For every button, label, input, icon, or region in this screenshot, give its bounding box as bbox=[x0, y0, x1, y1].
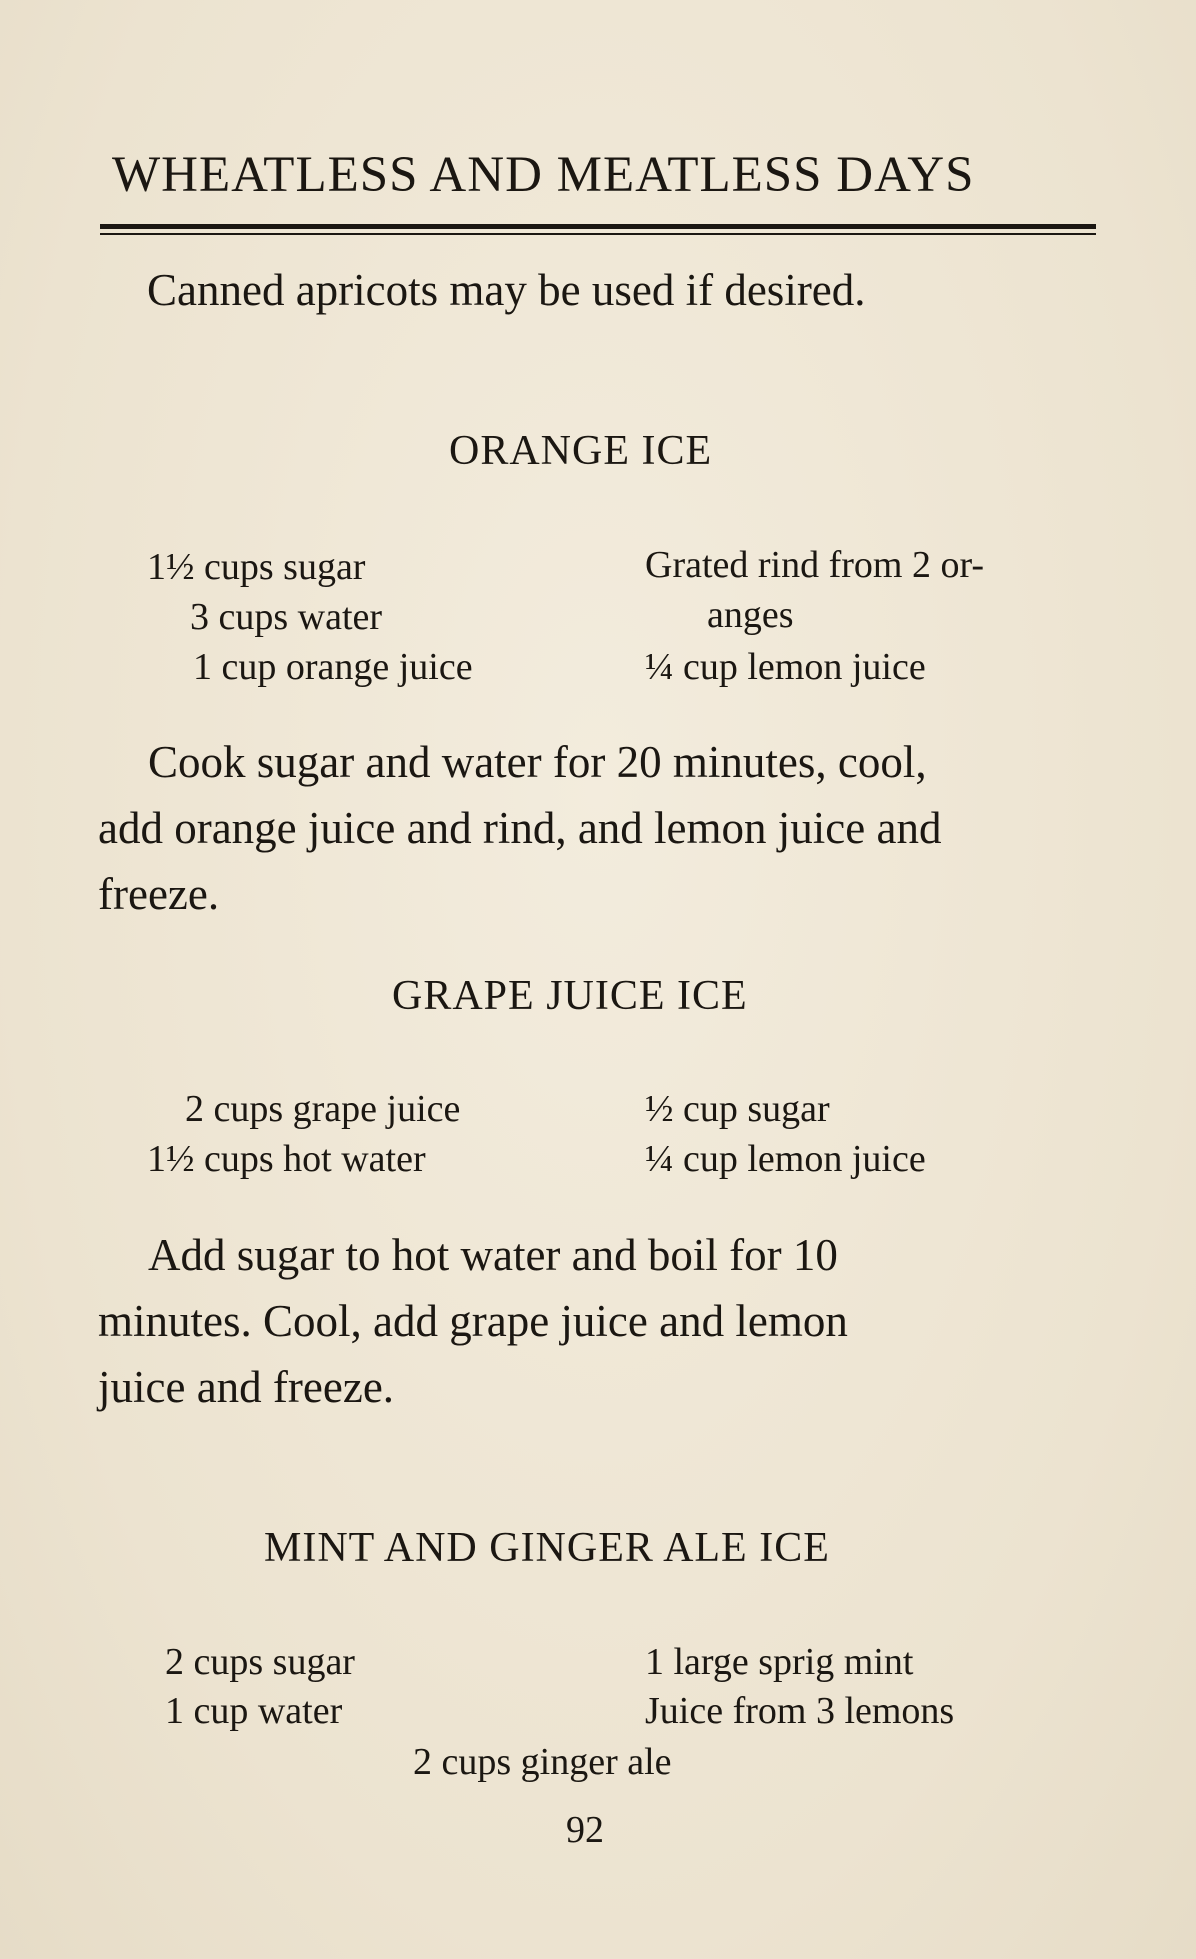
method-line: juice and freeze. bbox=[98, 1362, 395, 1412]
recipe-title-grape-juice-ice: GRAPE JUICE ICE bbox=[392, 973, 748, 1019]
header-rule-thin bbox=[100, 233, 1096, 235]
ingredient: 1 cup water bbox=[165, 1690, 343, 1732]
recipe-title-mint-ginger-ale-ice: MINT AND GINGER ALE ICE bbox=[264, 1525, 830, 1571]
recipe-method-grape-juice-ice bbox=[98, 1222, 1091, 1420]
ingredient: ½ cup sugar bbox=[645, 1088, 830, 1130]
ingredient: 2 cups ginger ale bbox=[413, 1741, 672, 1783]
ingredient: Juice from 3 lemons bbox=[645, 1690, 955, 1732]
intro-note: Canned apricots may be used if desired. bbox=[147, 265, 866, 315]
ingredient: 1 large sprig mint bbox=[645, 1641, 914, 1683]
ingredient: ¼ cup lemon juice bbox=[645, 646, 926, 688]
method-line: add orange juice and rind, and lemon juice and bbox=[98, 803, 942, 853]
ingredient: 2 cups grape juice bbox=[185, 1088, 461, 1130]
method-line: freeze. bbox=[98, 869, 220, 919]
page-number: 92 bbox=[566, 1809, 604, 1851]
ingredient: ¼ cup lemon juice bbox=[645, 1138, 926, 1180]
ingredient: 2 cups sugar bbox=[165, 1641, 355, 1683]
ingredient: 3 cups water bbox=[190, 596, 383, 638]
ingredient: 1½ cups sugar bbox=[147, 546, 366, 588]
method-line: Add sugar to hot water and boil for 10 bbox=[148, 1230, 838, 1280]
ingredient: Grated rind from 2 or- bbox=[645, 544, 985, 586]
ingredient: 1 cup orange juice bbox=[193, 646, 473, 688]
recipe-title-orange-ice: ORANGE ICE bbox=[449, 428, 713, 474]
ingredient: 1½ cups hot water bbox=[147, 1138, 426, 1180]
running-header: WHEATLESS AND MEATLESS DAYS bbox=[112, 147, 975, 203]
recipe-method-orange-ice bbox=[98, 729, 1091, 927]
header-rule-thick bbox=[100, 224, 1096, 229]
method-line: Cook sugar and water for 20 minutes, cool, bbox=[148, 737, 927, 787]
ingredient-continued: anges bbox=[707, 594, 794, 636]
method-line: minutes. Cool, add grape juice and lemon bbox=[98, 1296, 848, 1346]
